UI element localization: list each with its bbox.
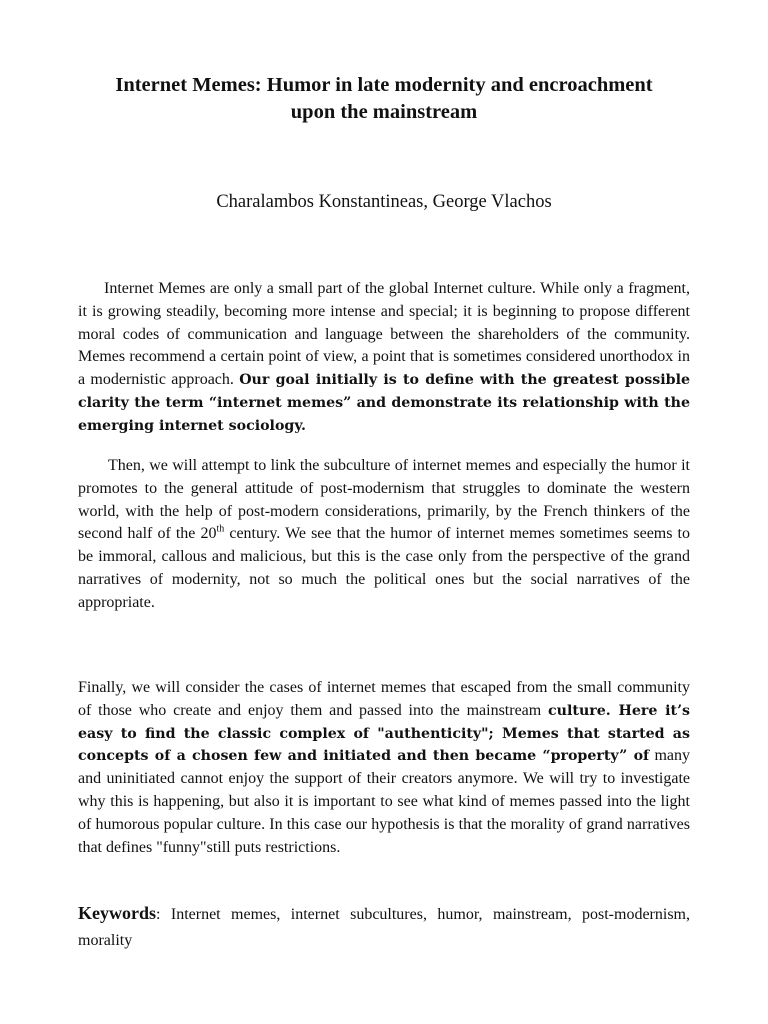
abstract-paragraph-3 (78, 677, 690, 859)
keywords-line (78, 900, 690, 954)
paragraph-2-text-before: Then, we will attempt to link the subculture of internet memes and especially the humor it promotes to the general attitude of post-modernism that struggles to dominate the western world, with the help of post-modern considerations, primarily, by the French thinkers of the second half of the 20 (78, 457, 690, 543)
paper-title (60, 72, 708, 126)
paragraph-1-bold-text: Our goal initially is to define with the greatest possible clarity the term “internet memes” and demonstrate its relationship with the emerging internet sociology. (78, 372, 690, 434)
author-names: Charalambos Konstantineas, George Vlachos (216, 192, 552, 212)
abstract-paragraph-2 (78, 455, 690, 615)
paragraph-3-text-after: many and uninitiated cannot enjoy the support of their creators anymore. We will try to investigate why this is happening, but also it is important to see what kind of memes passed into the light of humorous popular culture. In this case our hypothesis is that the morality of grand narratives that defines "funny"still puts restrictions. (78, 747, 691, 856)
paragraph-3-bold-text: culture. Here it’s easy to find the classic complex of "authenticity"; Memes that started as concepts of a chosen few and initiated and then became “property” of (78, 702, 691, 765)
paragraph-2-superscript: th (216, 524, 225, 536)
paragraph-2-text-after: century. We see that the humor of internet memes sometimes seems to be immoral, callous and malicious, but this is the case only from the perspective of the grand narratives of modernity, not so much the political ones but the social narratives of the appropriate. (78, 525, 690, 611)
keywords-label: Keywords (78, 903, 156, 923)
abstract-paragraph-1 (78, 278, 690, 438)
paragraph-3-text-before: Finally, we will consider the cases of internet memes that escaped from the small community of those who create and enjoy them and passed into the mainstream (78, 679, 690, 719)
title-line-2: upon the mainstream (290, 101, 478, 123)
keywords-separator: : (156, 906, 161, 923)
keywords-text: Internet memes, internet subcultures, humor, mainstream, post-modernism, morality (78, 906, 690, 949)
title-line-1: Internet Memes: Humor in late modernity and encroachment (115, 74, 653, 96)
paragraph-1-text: Internet Memes are only a small part of the global Internet culture. While only a fragment, it is growing steadily, becoming more intense and special; it is beginning to propose different moral codes of communication and language between the shareholders of the community. Memes recommend a certain point of view, a point that is sometimes considered unorthodox in a modernistic approach. (78, 280, 690, 389)
